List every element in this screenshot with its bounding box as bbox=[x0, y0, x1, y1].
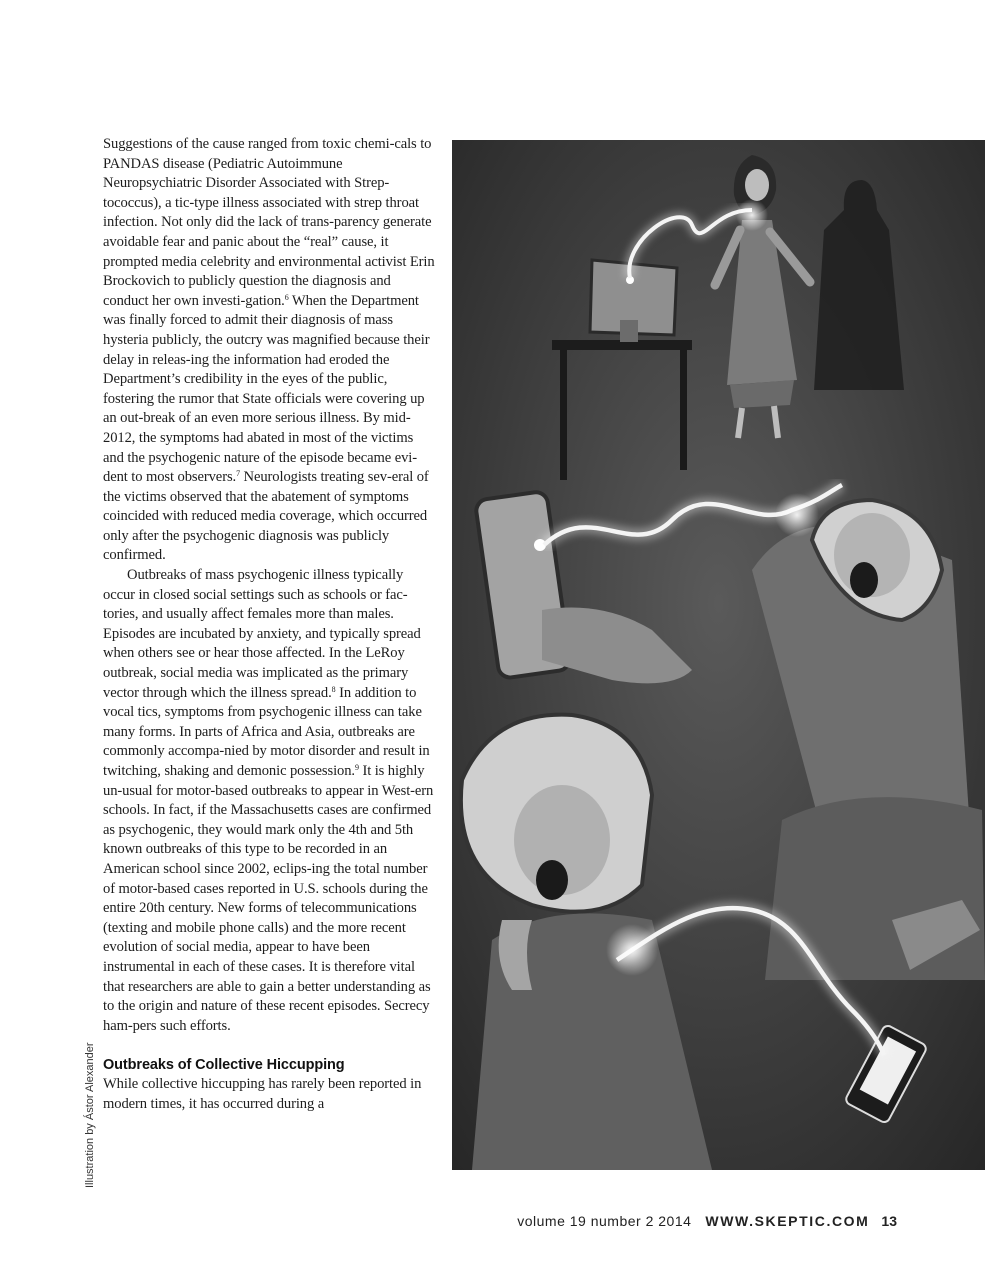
paragraph-1-text-c: Neurologists treating sev-eral of the victims observed that the abatement of symptoms coincided with reduced media coverage, which occurred only after the psychogenic diagnosis was publicly confirmed. bbox=[103, 469, 429, 564]
illustration-credit: Illustration by Ástor Alexander bbox=[84, 1042, 96, 1188]
footnote-ref-8: 8 bbox=[331, 684, 336, 694]
paragraph-2-text-c: It is highly un-usual for motor-based outbreaks to appear in West-ern schools. In fact, if the Massachusetts cases are confirmed as psychogenic, they would mark only the 4th and 5th known outbreaks of this type to be recorded in an American school since 2002, eclips-ing the total number of motor-based cases reported in U.S. schools during the entire 20th century. New forms of telecommunications (texting and mobile phone calls) and the more recent evolution of social media, appear to have been instrumental in each of these cases. It is therefore vital that researchers are able to gain a better understanding as to the origin and nature of these recent episodes. Secrecy ham-pers such efforts. bbox=[103, 763, 434, 1034]
issue-info: volume 19 number 2 2014 bbox=[517, 1213, 692, 1229]
article-body bbox=[103, 135, 435, 1115]
paragraph-2-text-b: In addition to vocal tics, symptoms from psychogenic illness can take many forms. In parts of Africa and Asia, outbreaks are commonly accompa-nied by motor disorder and result in twitching, shaking and demonic possession. bbox=[103, 684, 430, 779]
paragraph-1-text-a: Suggestions of the cause ranged from toxic chemi-cals to PANDAS disease (Pediatric Autoimmune Neuropsychiatric Disorder Associated with Strep-tococcus), a tic-type illness associated with strep throat infection. Not only did the lack of trans-parency generate avoidable fear and panic about the “real” cause, it prompted media celebrity and environmental activist Erin Brockovich to publicly question the diagnosis and conduct her own investi-gation. bbox=[103, 136, 435, 309]
paragraph-2 bbox=[103, 566, 435, 1036]
section-heading: Outbreaks of Collective Hiccupping bbox=[103, 1057, 345, 1074]
section-paragraph: While collective hiccupping has rarely been reported in modern times, it has occurred during a bbox=[103, 1076, 422, 1112]
paragraph-1-text-b: When the Department was finally forced to admit their diagnosis of mass hysteria publicly, the outcry was magnified because their delay in releas-ing the information had eroded the Department’s credibility in the eyes of the public, fostering the rumor that State officials were covering up an out-break of an even more serious illness. By mid-2012, the symptoms had abated in most of the victims and the psychogenic nature of the episode became evi-dent to most observers. bbox=[103, 292, 430, 486]
page-footer bbox=[517, 1213, 897, 1229]
glow-orb-1 bbox=[736, 199, 768, 231]
footnote-ref-7: 7 bbox=[236, 469, 240, 479]
website-link[interactable]: WWW.SKEPTIC.COM bbox=[705, 1213, 870, 1229]
paragraph-1 bbox=[103, 135, 435, 566]
glow-orb-2 bbox=[775, 493, 819, 537]
footnote-ref-9: 9 bbox=[354, 763, 359, 772]
glow-orb-3 bbox=[606, 924, 658, 976]
paragraph-2-text-a: Outbreaks of mass psychogenic illness typically occur in closed social settings such as schools or fac-tories, and usually affect females more than males. Episodes are incubated by anxiety, and typically spread when others see or hear those affected. In the LeRoy outbreak, social media was implicated as the primary vector through which the illness spread. bbox=[103, 567, 421, 701]
illustration bbox=[452, 140, 985, 1170]
footnote-ref-6: 6 bbox=[284, 292, 289, 302]
illustration-art bbox=[452, 140, 985, 1170]
page-number: 13 bbox=[881, 1213, 897, 1229]
